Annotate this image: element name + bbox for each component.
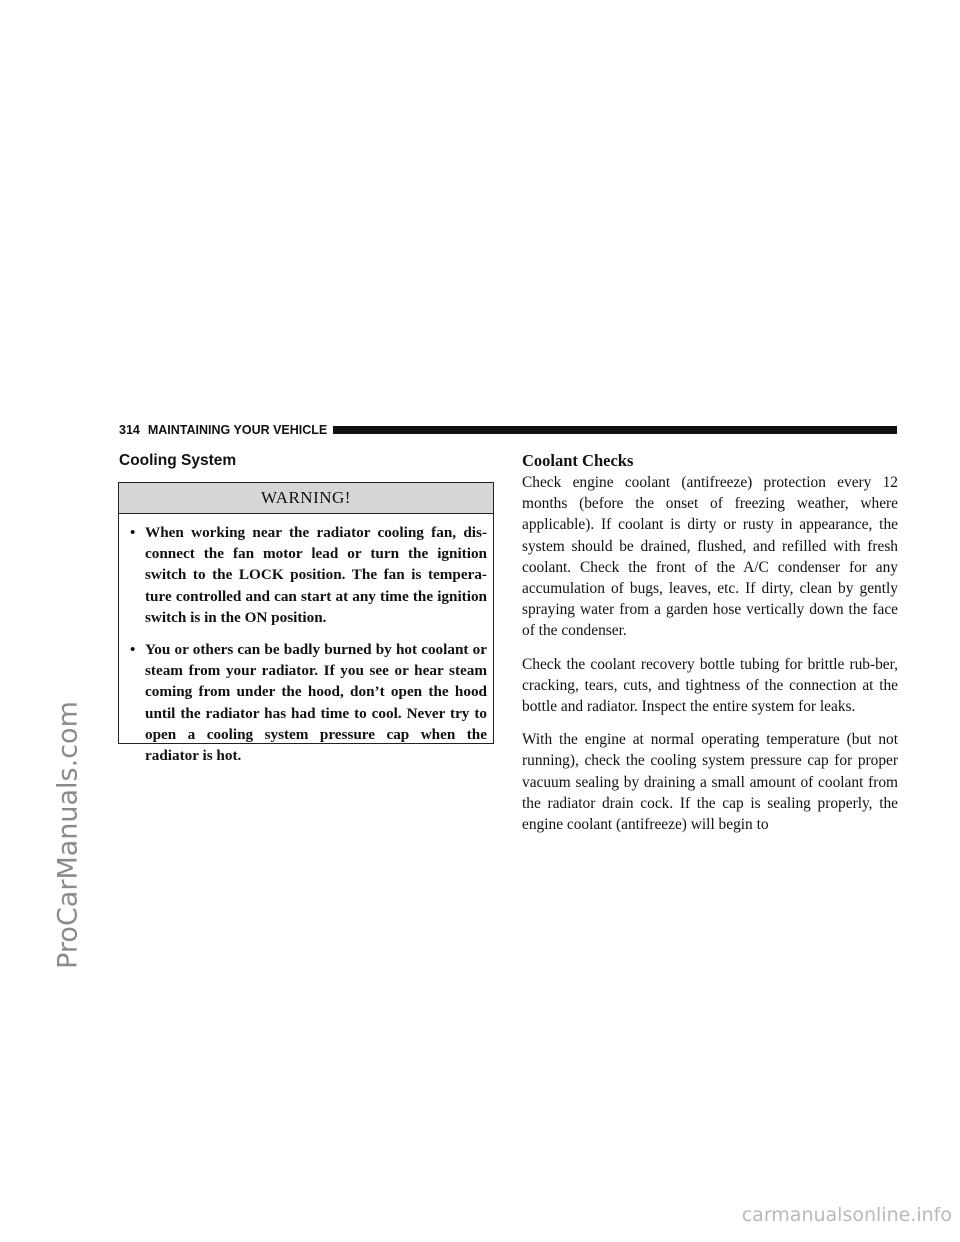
- warning-title: WARNING!: [119, 483, 493, 514]
- warning-item-text: You or others can be badly burned by hot coolant or steam from your radiator. If you see or hear steam coming from under the hood, don’t open the hood until the radiator has had time to cool. Never try to open a cooling system pressure cap when the radiator is hot.: [145, 641, 487, 765]
- cooling-system-title: Cooling System: [119, 452, 237, 469]
- paragraph: Check engine coolant (antifreeze) protection every 12 months (before the onset of freezing weather, where applicable). If coolant is dirty or rusty in appearance, the system should be drained, flushed, and refilled with fresh coolant. Check the front of the A/C condenser for any accumulation of bugs, leaves, etc. If dirty, clean by gently spraying water from a garden hose vertically down the face of the condenser.: [522, 474, 898, 640]
- warning-item: [130, 522, 487, 628]
- warning-item-text: When working near the radiator cooling fan, dis-connect the fan motor lead or turn the ignition switch to the LOCK position. The fan is tempera-ture controlled and can start at any time the ignition switch is in the ON position.: [145, 524, 487, 626]
- bullet-icon: •: [130, 641, 136, 659]
- coolant-checks-heading: Coolant Checks: [522, 451, 634, 470]
- bullet-icon: •: [130, 524, 136, 541]
- coolant-checks-section: [522, 450, 898, 847]
- page-header: [119, 422, 897, 438]
- paragraph: With the engine at normal operating temperature (but not running), check the cooling system pressure cap for proper vacuum sealing by draining a small amount of coolant from the radiator drain cock. If the cap is sealing properly, the engine coolant (antifreeze) will begin to: [522, 731, 898, 834]
- page-number: 314: [119, 423, 140, 437]
- warning-list: [119, 514, 493, 766]
- warning-box: [118, 482, 494, 765]
- side-watermark: ProCarManuals.com: [52, 701, 84, 969]
- warning-item: [130, 639, 487, 766]
- paragraph: Check the coolant recovery bottle tubing for brittle rub-ber, cracking, tears, cuts, and tightness of the connection at the bottle and radiator. Inspect the entire system for leaks.: [522, 655, 898, 716]
- header-rule: [333, 426, 897, 434]
- section-title-header: MAINTAINING YOUR VEHICLE: [147, 423, 328, 437]
- bottom-watermark: carmanualsonline.info: [741, 1204, 952, 1226]
